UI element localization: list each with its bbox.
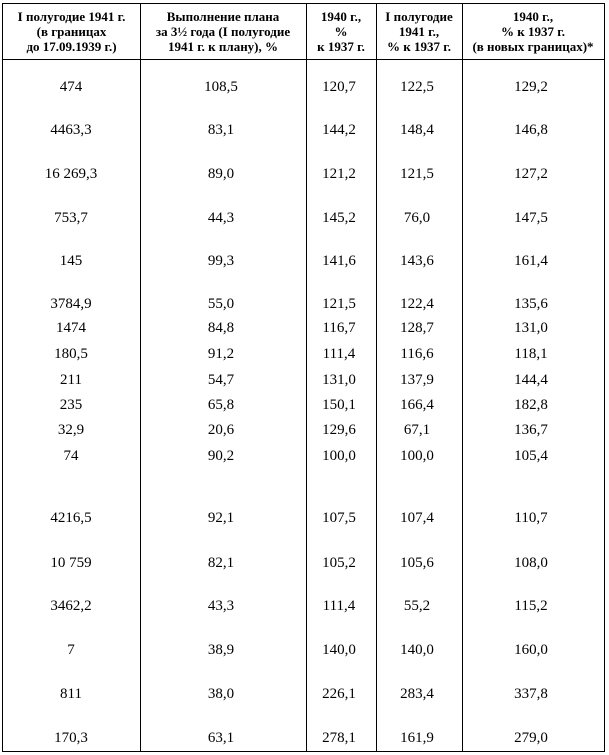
table-cell-col-4: 121,5 bbox=[400, 166, 434, 182]
table-cell-col-2: 108,5 bbox=[204, 79, 238, 95]
header-col-4 bbox=[376, 5, 462, 58]
table-row bbox=[3, 165, 606, 183]
table-cell-col-5: 279,0 bbox=[514, 730, 548, 746]
header-line: к 1937 г. bbox=[317, 39, 365, 54]
table-cell-col-5: 110,7 bbox=[514, 510, 548, 526]
table-cell-col-4: 116,6 bbox=[400, 346, 434, 362]
table-row bbox=[3, 345, 606, 363]
table-cell-col-3: 111,4 bbox=[322, 346, 356, 362]
table-cell-col-1: 211 bbox=[60, 372, 82, 388]
table-cell-col-4: 128,7 bbox=[400, 320, 434, 336]
table-cell-col-3: 145,2 bbox=[322, 210, 356, 226]
table-cell-col-4: 107,4 bbox=[400, 510, 434, 526]
table-cell-col-1: 7 bbox=[67, 642, 75, 658]
table-cell-col-1: 3784,9 bbox=[50, 296, 92, 312]
table-cell-col-2: 92,1 bbox=[207, 510, 235, 526]
table-cell-col-3: 129,6 bbox=[322, 422, 356, 438]
table-cell-col-3: 116,7 bbox=[322, 320, 356, 336]
table-cell-col-1: 16 269,3 bbox=[44, 166, 98, 182]
table-cell-col-1: 32,9 bbox=[57, 422, 85, 438]
table-cell-col-2: 55,0 bbox=[207, 296, 235, 312]
table-cell-col-5: 135,6 bbox=[514, 296, 548, 312]
table-cell-col-2: 99,3 bbox=[207, 253, 235, 269]
table-cell-col-4: 143,6 bbox=[400, 253, 434, 269]
table-row bbox=[3, 295, 606, 313]
table-cell-col-3: 121,5 bbox=[322, 296, 356, 312]
table-cell-col-5: 105,4 bbox=[514, 448, 548, 464]
table-cell-col-5: 147,5 bbox=[514, 210, 548, 226]
table-cell-col-2: 90,2 bbox=[207, 448, 235, 464]
header-divider bbox=[3, 59, 604, 60]
header-line: до 17.09.1939 г.) bbox=[26, 39, 117, 54]
table-cell-col-2: 54,7 bbox=[207, 372, 235, 388]
header-line: 1940 г., bbox=[512, 9, 554, 24]
table-row bbox=[3, 78, 606, 96]
table-cell-col-1: 1474 bbox=[56, 320, 86, 336]
table-cell-col-2: 91,2 bbox=[207, 346, 235, 362]
table-cell-col-2: 38,9 bbox=[207, 642, 235, 658]
header-col-3 bbox=[306, 5, 376, 58]
table-cell-col-1: 145 bbox=[59, 253, 83, 269]
table-cell-col-2: 43,3 bbox=[207, 598, 235, 614]
table-cell-col-2: 89,0 bbox=[207, 166, 235, 182]
table-cell-col-4: 122,4 bbox=[400, 296, 434, 312]
table-row bbox=[3, 396, 606, 414]
header-line: I полугодие 1941 г. bbox=[17, 9, 126, 24]
header-line: за 3½ года (I полугодие bbox=[155, 24, 291, 39]
table-row bbox=[3, 729, 606, 747]
table-cell-col-1: 753,7 bbox=[54, 210, 88, 226]
table-cell-col-1: 180,5 bbox=[54, 346, 88, 362]
table-cell-col-1: 10 759 bbox=[50, 555, 92, 571]
table-cell-col-3: 226,1 bbox=[322, 686, 356, 702]
header-col-1 bbox=[3, 5, 140, 58]
table-cell-col-5: 115,2 bbox=[514, 598, 548, 614]
table-row bbox=[3, 554, 606, 572]
table-cell-col-1: 4463,3 bbox=[50, 122, 92, 138]
table-cell-col-4: 161,9 bbox=[400, 730, 434, 746]
header-line: 1940 г., bbox=[320, 9, 362, 24]
data-table bbox=[2, 3, 605, 752]
header-line: (в новых границах)* bbox=[472, 39, 594, 54]
header-line: % к 1937 г. bbox=[387, 39, 451, 54]
table-cell-col-5: 129,2 bbox=[514, 79, 548, 95]
table-cell-col-5: 144,4 bbox=[514, 372, 548, 388]
table-row bbox=[3, 421, 606, 439]
table-cell-col-5: 118,1 bbox=[514, 346, 548, 362]
table-cell-col-5: 131,0 bbox=[514, 320, 548, 336]
table-cell-col-3: 121,2 bbox=[322, 166, 356, 182]
table-cell-col-3: 111,4 bbox=[322, 598, 356, 614]
table-cell-col-3: 150,1 bbox=[322, 397, 356, 413]
table-cell-col-4: 105,6 bbox=[400, 555, 434, 571]
table-cell-col-1: 811 bbox=[60, 686, 82, 702]
table-cell-col-5: 337,8 bbox=[514, 686, 548, 702]
table-cell-col-3: 141,6 bbox=[322, 253, 356, 269]
table-cell-col-1: 170,3 bbox=[54, 730, 88, 746]
table-cell-col-1: 3462,2 bbox=[50, 598, 92, 614]
table-cell-col-1: 74 bbox=[63, 448, 79, 464]
table-cell-col-3: 144,2 bbox=[322, 122, 356, 138]
table-row bbox=[3, 319, 606, 337]
table-row bbox=[3, 597, 606, 615]
table-cell-col-3: 278,1 bbox=[322, 730, 356, 746]
header-col-2 bbox=[140, 5, 306, 58]
table-cell-col-3: 105,2 bbox=[322, 555, 356, 571]
table-cell-col-4: 283,4 bbox=[400, 686, 434, 702]
table-row bbox=[3, 447, 606, 465]
table-cell-col-4: 122,5 bbox=[400, 79, 434, 95]
table-row bbox=[3, 641, 606, 659]
table-cell-col-5: 182,8 bbox=[514, 397, 548, 413]
table-cell-col-2: 20,6 bbox=[207, 422, 235, 438]
table-cell-col-2: 63,1 bbox=[207, 730, 235, 746]
table-cell-col-2: 82,1 bbox=[207, 555, 235, 571]
table-cell-col-5: 146,8 bbox=[514, 122, 548, 138]
table-cell-col-1: 4216,5 bbox=[50, 510, 92, 526]
table-cell-col-2: 65,8 bbox=[207, 397, 235, 413]
header-line: (в границах bbox=[36, 24, 107, 39]
header-line: 1941 г., bbox=[398, 24, 440, 39]
table-cell-col-3: 100,0 bbox=[322, 448, 356, 464]
table-cell-col-1: 235 bbox=[59, 397, 83, 413]
table-cell-col-4: 166,4 bbox=[400, 397, 434, 413]
table-row bbox=[3, 371, 606, 389]
table-cell-col-2: 38,0 bbox=[207, 686, 235, 702]
table-cell-col-4: 76,0 bbox=[403, 210, 431, 226]
header-line: 1941 г. к плану), % bbox=[167, 39, 279, 54]
table-row bbox=[3, 685, 606, 703]
table-row bbox=[3, 509, 606, 527]
table-row bbox=[3, 209, 606, 227]
table-cell-col-1: 474 bbox=[59, 79, 83, 95]
header-line: I полугодие bbox=[385, 9, 453, 24]
table-cell-col-4: 100,0 bbox=[400, 448, 434, 464]
table-cell-col-4: 137,9 bbox=[400, 372, 434, 388]
header-line: % к 1937 г. bbox=[501, 24, 565, 39]
table-cell-col-2: 83,1 bbox=[207, 122, 235, 138]
table-cell-col-4: 67,1 bbox=[403, 422, 431, 438]
table-cell-col-3: 120,7 bbox=[322, 79, 356, 95]
table-cell-col-2: 84,8 bbox=[207, 320, 235, 336]
table-cell-col-5: 161,4 bbox=[514, 253, 548, 269]
table-cell-col-5: 136,7 bbox=[514, 422, 548, 438]
table-cell-col-4: 148,4 bbox=[400, 122, 434, 138]
table-cell-col-4: 140,0 bbox=[400, 642, 434, 658]
table-cell-col-3: 140,0 bbox=[322, 642, 356, 658]
table-row bbox=[3, 252, 606, 270]
table-cell-col-4: 55,2 bbox=[403, 598, 431, 614]
table-cell-col-3: 131,0 bbox=[322, 372, 356, 388]
table-row bbox=[3, 121, 606, 139]
table-cell-col-5: 127,2 bbox=[514, 166, 548, 182]
table-cell-col-3: 107,5 bbox=[322, 510, 356, 526]
table-cell-col-5: 108,0 bbox=[514, 555, 548, 571]
header-line: % bbox=[334, 24, 348, 39]
table-cell-col-5: 160,0 bbox=[514, 642, 548, 658]
header-line: Выполнение плана bbox=[166, 9, 280, 24]
header-col-5 bbox=[462, 5, 604, 58]
table-cell-col-2: 44,3 bbox=[207, 210, 235, 226]
